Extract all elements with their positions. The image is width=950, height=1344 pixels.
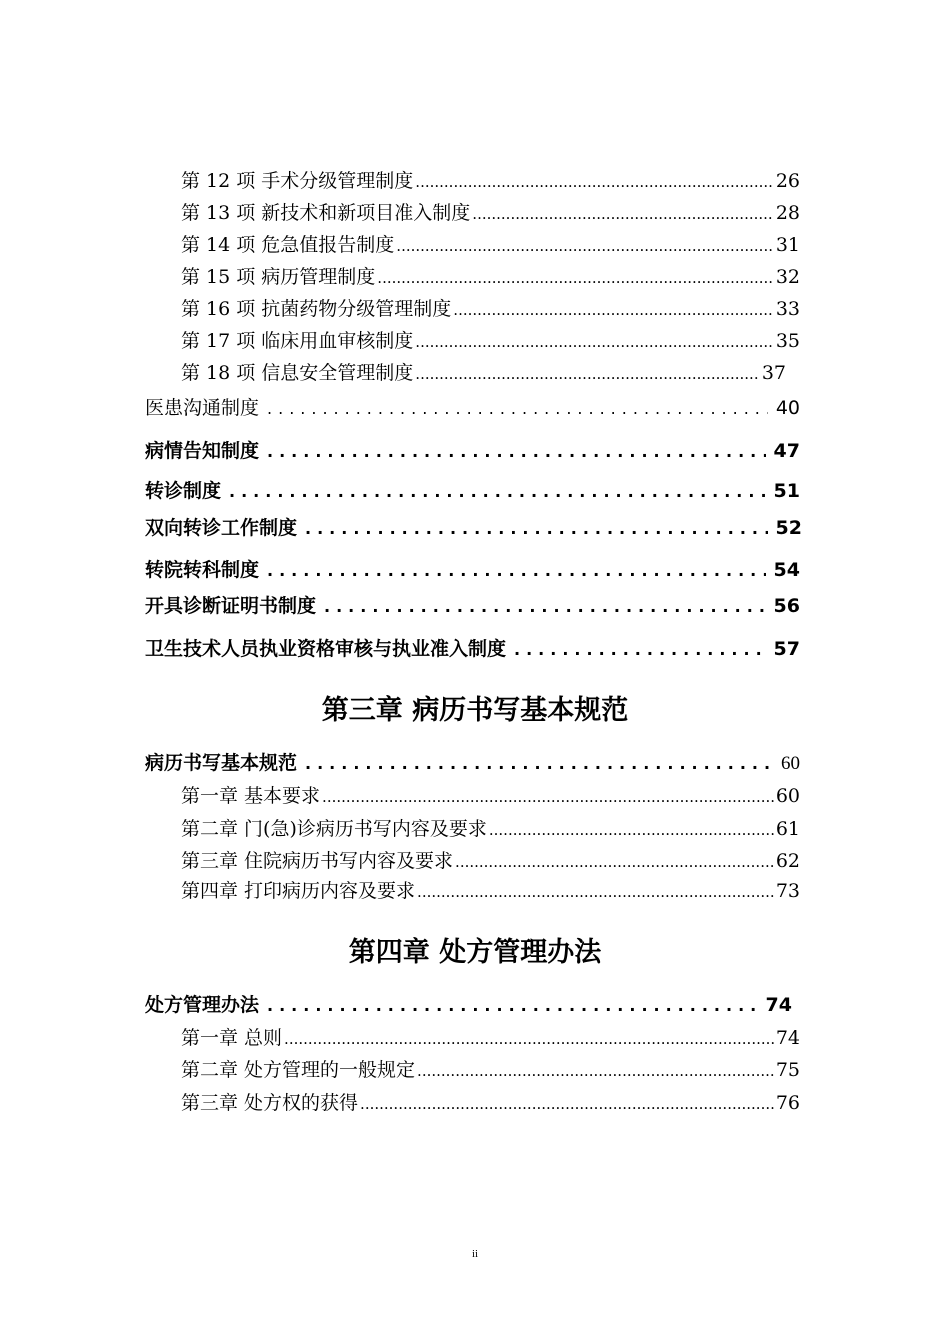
toc-entry-page: 51: [773, 480, 800, 502]
toc-entry-label: 卫生技术人员执业资格审核与执业准入制度: [145, 638, 507, 660]
toc-entry-page: 56: [773, 595, 800, 617]
toc-entry-page: 75: [775, 1059, 800, 1081]
dot-leader: [267, 440, 766, 462]
dot-leader: [284, 1027, 774, 1049]
dot-leader: [267, 397, 768, 419]
toc-entry-page: 26: [775, 170, 800, 192]
toc-entry-page: 60: [781, 753, 800, 774]
toc-entry-page: 61: [775, 818, 800, 840]
toc-entry-label: 第二章 门(急)诊病历书写内容及要求: [181, 818, 487, 840]
toc-entry-label: 第三章 处方权的获得: [181, 1092, 359, 1114]
toc-entry[interactable]: [181, 166, 800, 193]
toc-entry-page: 74: [765, 994, 792, 1016]
toc-entry-label: 第一章 基本要求: [181, 785, 321, 807]
dot-leader: [415, 330, 774, 352]
toc-entry[interactable]: [181, 358, 786, 385]
toc-entry-page: 62: [775, 850, 800, 872]
toc-entry-page: 32: [775, 266, 800, 288]
dot-leader: [417, 880, 774, 902]
toc-entry[interactable]: [145, 476, 800, 503]
toc-entry[interactable]: [145, 393, 800, 420]
toc-entry-label: 病情告知制度: [145, 440, 260, 462]
dot-leader: [472, 202, 774, 224]
chapter-heading: 第三章 病历书写基本规范: [321, 695, 629, 726]
dot-leader: [415, 362, 760, 384]
toc-entry[interactable]: [145, 591, 800, 618]
toc-entry-page: 35: [775, 330, 800, 352]
toc-entry-label: 双向转诊工作制度: [145, 517, 298, 539]
toc-entry-label: 第 13 项 新技术和新项目准入制度: [181, 202, 471, 224]
dot-leader: [396, 234, 774, 256]
toc-entry-page: 73: [775, 880, 800, 902]
toc-entry[interactable]: [181, 326, 800, 353]
toc-entry-page: 60: [775, 785, 800, 807]
toc-entry[interactable]: [145, 513, 802, 540]
dot-leader: [305, 752, 773, 774]
toc-entry[interactable]: [181, 876, 800, 903]
toc-entry-label: 转院转科制度: [145, 559, 260, 581]
toc-entry-page: 57: [773, 638, 800, 660]
dot-leader: [322, 785, 774, 807]
toc-entry-page: 74: [775, 1027, 800, 1049]
toc-entry-page: 52: [775, 517, 802, 539]
toc-entry-page: 76: [775, 1092, 800, 1114]
toc-entry[interactable]: [181, 781, 800, 808]
dot-leader: [489, 818, 774, 840]
dot-leader: [267, 994, 758, 1016]
toc-entry[interactable]: [145, 436, 800, 463]
toc-entry-page: 37: [761, 362, 786, 384]
toc-entry[interactable]: [181, 198, 800, 225]
toc-entry[interactable]: [181, 1023, 800, 1050]
toc-entry-label: 第 12 项 手术分级管理制度: [181, 170, 414, 192]
toc-entry-page: 47: [773, 440, 800, 462]
dot-leader: [324, 595, 766, 617]
toc-entry-label: 第四章 打印病历内容及要求: [181, 880, 416, 902]
toc-entry-label: 处方管理办法: [145, 994, 260, 1016]
toc-entry-label: 开具诊断证明书制度: [145, 595, 317, 617]
dot-leader: [455, 850, 774, 872]
toc-entry[interactable]: [145, 990, 792, 1017]
toc-entry-label: 第 18 项 信息安全管理制度: [181, 362, 414, 384]
toc-entry-page: 40: [775, 397, 800, 419]
dot-leader: [453, 298, 774, 320]
toc-entry-page: 28: [775, 202, 800, 224]
toc-entry-label: 第 15 项 病历管理制度: [181, 266, 376, 288]
toc-entry[interactable]: [181, 262, 800, 289]
toc-entry-label: 第 14 项 危急值报告制度: [181, 234, 395, 256]
toc-entry-label: 第一章 总则: [181, 1027, 283, 1049]
dot-leader: [417, 1059, 774, 1081]
dot-leader: [415, 170, 774, 192]
toc-entry[interactable]: [181, 230, 800, 257]
toc-entry-label: 病历书写基本规范: [145, 752, 298, 774]
page-number: ii: [471, 1248, 479, 1260]
toc-entry-label: 第三章 住院病历书写内容及要求: [181, 850, 454, 872]
dot-leader: [360, 1092, 774, 1114]
dot-leader: [229, 480, 766, 502]
toc-entry-label: 医患沟通制度: [145, 397, 260, 419]
toc-entry[interactable]: [145, 634, 800, 661]
toc-entry[interactable]: [145, 748, 800, 775]
toc-entry[interactable]: [181, 1055, 800, 1082]
toc-entry-page: 31: [775, 234, 800, 256]
dot-leader: [514, 638, 766, 660]
toc-entry[interactable]: [181, 294, 800, 321]
toc-entry-label: 第二章 处方管理的一般规定: [181, 1059, 416, 1081]
toc-entry-label: 转诊制度: [145, 480, 222, 502]
toc-entry[interactable]: [181, 1088, 800, 1115]
dot-leader: [377, 266, 774, 288]
toc-entry[interactable]: [145, 555, 800, 582]
toc-entry-label: 第 16 项 抗菌药物分级管理制度: [181, 298, 452, 320]
dot-leader: [267, 559, 766, 581]
toc-entry[interactable]: [181, 814, 800, 841]
toc-entry-label: 第 17 项 临床用血审核制度: [181, 330, 414, 352]
toc-entry-page: 33: [775, 298, 800, 320]
chapter-heading: 第四章 处方管理办法: [348, 937, 602, 968]
toc-entry[interactable]: [181, 846, 800, 873]
dot-leader: [305, 517, 768, 539]
toc-entry-page: 54: [773, 559, 800, 581]
